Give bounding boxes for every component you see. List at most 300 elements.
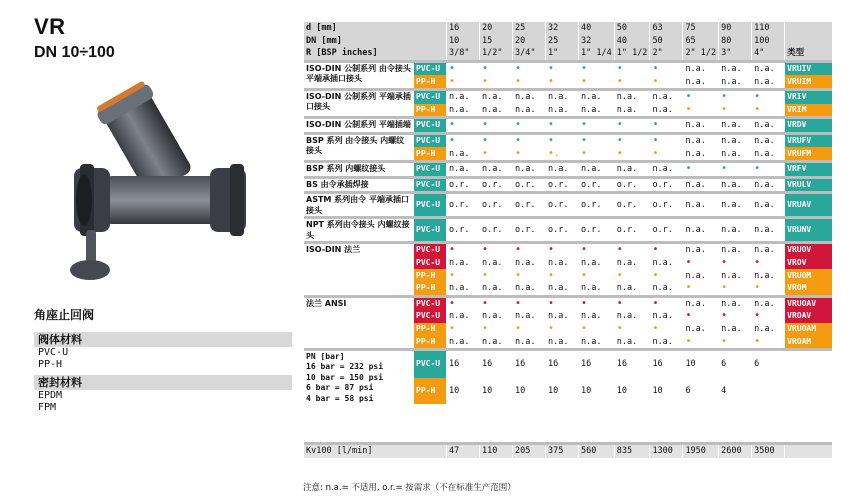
availability-cell: n.a. <box>579 282 615 295</box>
availability-cell: o.r. <box>513 219 546 241</box>
header-cell: 20 <box>480 22 513 35</box>
availability-cell: n.a. <box>546 104 579 117</box>
kv-row <box>304 445 832 458</box>
availability-dot: • <box>546 298 579 311</box>
availability-cell: n.a. <box>614 163 650 176</box>
header-type-label: 类型 <box>785 47 832 60</box>
pressure-cell <box>752 378 785 405</box>
availability-dot: • <box>579 323 615 336</box>
availability-dot: •. <box>546 147 579 160</box>
availability-dot: • <box>447 298 480 311</box>
availability-dot: • <box>513 323 546 336</box>
availability-cell: o.r. <box>447 179 480 192</box>
seal-material-item: FPM <box>38 402 57 413</box>
pressure-label-line: 6 bar = 87 psi <box>306 383 374 393</box>
spec-row <box>304 219 832 241</box>
availability-dot: • <box>614 63 650 76</box>
availability-cell: n.a. <box>447 147 480 160</box>
material-badge: PVC-U <box>414 351 447 378</box>
availability-cell: n.a. <box>650 163 683 176</box>
availability-cell: n.a. <box>719 147 752 160</box>
material-badge: PP-H <box>414 269 447 282</box>
pressure-cell: 16 <box>546 351 579 378</box>
availability-cell: n.a. <box>447 104 480 117</box>
material-badge: PVC-U <box>414 310 447 323</box>
availability-cell: n.a. <box>683 269 719 282</box>
availability-cell: o.r. <box>614 194 650 216</box>
pressure-cell: 16 <box>513 351 546 378</box>
header-cell: 3/8" <box>447 47 480 60</box>
availability-dot: • <box>650 269 683 282</box>
availability-dot: • <box>447 269 480 282</box>
spec-row <box>304 163 832 176</box>
material-badge: PVC-U <box>414 179 447 192</box>
header-cell: 15 <box>480 35 513 48</box>
header-row <box>304 35 832 48</box>
availability-cell: n.a. <box>513 163 546 176</box>
availability-dot: • <box>614 147 650 160</box>
product-code: VRFV <box>785 163 832 176</box>
availability-dot: • <box>614 75 650 88</box>
product-code: VRUOV <box>785 244 832 257</box>
availability-cell: n.a. <box>447 310 480 323</box>
availability-dot: • <box>719 282 752 295</box>
availability-cell: n.a. <box>719 75 752 88</box>
material-badge: PVC-U <box>414 91 447 104</box>
availability-dot: • <box>513 147 546 160</box>
availability-cell: n.a. <box>719 269 752 282</box>
product-code: VRDV <box>785 119 832 132</box>
availability-cell: n.a. <box>752 244 785 257</box>
availability-cell: n.a. <box>650 282 683 295</box>
availability-dot: • <box>614 119 650 132</box>
spec-row <box>304 119 832 132</box>
availability-cell: n.a. <box>546 257 579 270</box>
header-cell: 100 <box>752 35 785 48</box>
availability-cell: n.a. <box>683 119 719 132</box>
product-code: VROAV <box>785 310 832 323</box>
pressure-label-line: PN [bar] <box>306 351 345 361</box>
material-badge: PVC-U <box>414 298 447 311</box>
pressure-cell: 10 <box>546 378 579 405</box>
pressure-cell: 10 <box>579 378 615 405</box>
kv-cell: 375 <box>546 445 579 458</box>
header-cell: 50 <box>614 22 650 35</box>
availability-cell: o.r. <box>513 179 546 192</box>
availability-cell: n.a. <box>579 163 615 176</box>
availability-cell: n.a. <box>683 298 719 311</box>
product-code: VRUIV <box>785 63 832 76</box>
availability-cell: n.a. <box>752 119 785 132</box>
availability-cell: n.a. <box>614 282 650 295</box>
availability-dot: • <box>513 75 546 88</box>
seal-material-section <box>34 375 292 414</box>
availability-cell: o.r. <box>579 219 615 241</box>
product-code: VRUFV <box>785 135 832 148</box>
body-material-section <box>34 332 292 371</box>
availability-dot: • <box>683 91 719 104</box>
availability-dot: • <box>650 135 683 148</box>
availability-cell: n.a. <box>683 323 719 336</box>
availability-dot: • <box>480 269 513 282</box>
empty-cell <box>785 445 832 458</box>
header-cell: 20 <box>513 35 546 48</box>
availability-cell: o.r. <box>480 219 513 241</box>
kv-cell: 1950 <box>683 445 719 458</box>
availability-dot: • <box>546 135 579 148</box>
availability-cell: n.a. <box>719 244 752 257</box>
header-type-label <box>785 35 832 48</box>
connection-description: ISO-DIN 公制系列 由令接头 平端承插口接头 <box>304 63 414 88</box>
pressure-cell: 4 <box>719 378 752 405</box>
material-badge: PVC-U <box>414 163 447 176</box>
pressure-cell: 16 <box>480 351 513 378</box>
availability-dot: • <box>614 323 650 336</box>
availability-cell: o.r. <box>447 194 480 216</box>
header-cell: 65 <box>683 35 719 48</box>
availability-dot: • <box>650 323 683 336</box>
availability-dot: • <box>579 244 615 257</box>
material-badge: PP-H <box>414 335 447 348</box>
availability-dot: • <box>579 298 615 311</box>
availability-cell: n.a. <box>513 257 546 270</box>
availability-cell: n.a. <box>447 257 480 270</box>
availability-cell: n.a. <box>480 104 513 117</box>
availability-cell: n.a. <box>752 269 785 282</box>
availability-dot: • <box>480 298 513 311</box>
availability-cell: n.a. <box>546 163 579 176</box>
product-name: 角座止回阀 <box>34 308 95 322</box>
spec-row <box>304 179 832 192</box>
header-row <box>304 22 832 35</box>
availability-dot: • <box>752 257 785 270</box>
availability-cell: n.a. <box>719 219 752 241</box>
material-badge: PVC-U <box>414 244 447 257</box>
connection-description: ISO-DIN 法兰 <box>304 244 414 294</box>
availability-dot: • <box>513 269 546 282</box>
spec-row <box>304 298 832 311</box>
availability-dot: • <box>614 298 650 311</box>
material-badge: PP-H <box>414 323 447 336</box>
availability-cell: n.a. <box>719 323 752 336</box>
availability-cell: n.a. <box>683 63 719 76</box>
availability-dot: • <box>752 310 785 323</box>
availability-cell: n.a. <box>650 104 683 117</box>
header-cell: 80 <box>719 35 752 48</box>
availability-cell: n.a. <box>719 179 752 192</box>
pressure-cell: 10 <box>650 378 683 405</box>
availability-dot: • <box>650 147 683 160</box>
connection-description: ISO-DIN 公制系列 平端插端 <box>304 119 414 132</box>
pressure-label-line: 10 bar = 150 psi <box>306 372 384 382</box>
availability-dot: • <box>447 75 480 88</box>
header-cell: 40 <box>579 22 615 35</box>
product-code: VROAM <box>785 335 832 348</box>
header-label: DN [mm] <box>304 35 447 48</box>
availability-cell: n.a. <box>719 194 752 216</box>
availability-dot: • <box>683 335 719 348</box>
material-badge: PVC-U <box>414 219 447 241</box>
spec-row <box>304 91 832 104</box>
availability-cell: o.r. <box>650 179 683 192</box>
availability-dot: • <box>447 323 480 336</box>
availability-dot: • <box>719 104 752 117</box>
material-badge: PP-H <box>414 104 447 117</box>
availability-cell: n.a. <box>480 257 513 270</box>
header-cell: 50 <box>650 35 683 48</box>
availability-dot: • <box>579 119 615 132</box>
availability-cell: n.a. <box>447 163 480 176</box>
connection-description: BSP 系列 内螺纹接头 <box>304 163 414 176</box>
spec-row <box>304 244 832 257</box>
pressure-cell: 6 <box>683 378 719 405</box>
availability-cell: o.r. <box>650 219 683 241</box>
availability-cell: o.r. <box>614 179 650 192</box>
connection-description: 法兰 ANSI <box>304 298 414 348</box>
header-label: R [BSP inches] <box>304 47 447 60</box>
empty-cell <box>785 378 832 405</box>
availability-cell: o.r. <box>447 219 480 241</box>
pressure-cell: 10 <box>614 378 650 405</box>
availability-dot: • <box>447 244 480 257</box>
availability-cell: n.a. <box>546 91 579 104</box>
availability-cell: n.a. <box>546 282 579 295</box>
header-cell: 2" 1/2 <box>683 47 719 60</box>
pressure-label <box>304 351 414 405</box>
availability-dot: • <box>513 119 546 132</box>
availability-cell: n.a. <box>683 135 719 148</box>
connection-description: BSP 系列 由令接头 内螺纹接头 <box>304 135 414 160</box>
availability-dot: • <box>683 310 719 323</box>
availability-cell: n.a. <box>752 219 785 241</box>
material-badge: PP-H <box>414 147 447 160</box>
availability-cell: n.a. <box>752 135 785 148</box>
pressure-cell: 10 <box>480 378 513 405</box>
availability-dot: • <box>752 104 785 117</box>
availability-cell: n.a. <box>683 219 719 241</box>
availability-dot: • <box>752 335 785 348</box>
header-cell: 1/2" <box>480 47 513 60</box>
availability-dot: • <box>683 104 719 117</box>
pressure-cell: 16 <box>447 351 480 378</box>
availability-dot: • <box>683 163 719 176</box>
header-cell: 32 <box>546 22 579 35</box>
availability-dot: • <box>614 244 650 257</box>
product-code: VRUOAM <box>785 323 832 336</box>
availability-cell: o.r. <box>614 219 650 241</box>
availability-cell: o.r. <box>480 194 513 216</box>
product-code: VRUOM <box>785 269 832 282</box>
empty-cell <box>785 351 832 378</box>
kv-cell: 560 <box>579 445 615 458</box>
availability-dot: • <box>579 135 615 148</box>
availability-cell: n.a. <box>513 104 546 117</box>
material-badge: PVC-U <box>414 119 447 132</box>
header-cell: 16 <box>447 22 480 35</box>
availability-dot: • <box>480 119 513 132</box>
kv-cell: 2600 <box>719 445 752 458</box>
availability-dot: • <box>546 63 579 76</box>
pressure-label-line: 4 bar = 58 psi <box>306 393 374 403</box>
kv-cell: 47 <box>447 445 480 458</box>
availability-dot: • <box>480 244 513 257</box>
availability-cell: n.a. <box>650 310 683 323</box>
header-cell: 25 <box>513 22 546 35</box>
header-cell: 63 <box>650 22 683 35</box>
product-code: VRUFM <box>785 147 832 160</box>
availability-dot: • <box>513 135 546 148</box>
body-material-heading: 阀体材料 <box>34 332 292 347</box>
product-code: VRIV <box>785 91 832 104</box>
availability-cell: n.a. <box>683 179 719 192</box>
availability-cell: n.a. <box>480 335 513 348</box>
availability-cell: n.a. <box>752 75 785 88</box>
availability-cell: n.a. <box>579 104 615 117</box>
availability-cell: n.a. <box>683 147 719 160</box>
availability-dot: • <box>513 244 546 257</box>
valve-image <box>60 80 260 290</box>
product-size-range: DN 10÷100 <box>34 44 115 61</box>
availability-dot: • <box>683 257 719 270</box>
availability-dot: • <box>752 282 785 295</box>
availability-cell: n.a. <box>480 91 513 104</box>
product-code: VRUAV <box>785 194 832 216</box>
pressure-label-line: 16 bar = 232 psi <box>306 362 384 372</box>
product-code: VRIM <box>785 104 832 117</box>
material-badge: PVC-U <box>414 257 447 270</box>
availability-dot: • <box>579 63 615 76</box>
availability-dot: • <box>719 163 752 176</box>
spec-row <box>304 194 832 216</box>
header-cell: 75 <box>683 22 719 35</box>
header-cell: 110 <box>752 22 785 35</box>
availability-cell: n.a. <box>513 282 546 295</box>
product-code: VROV <box>785 257 832 270</box>
availability-cell: n.a. <box>447 91 480 104</box>
availability-cell: o.r. <box>480 179 513 192</box>
availability-dot: • <box>752 91 785 104</box>
body-material-item: PVC-U <box>38 347 69 358</box>
availability-cell: n.a. <box>513 335 546 348</box>
kv-cell: 835 <box>614 445 650 458</box>
availability-cell: n.a. <box>579 335 615 348</box>
availability-dot: • <box>447 63 480 76</box>
availability-cell: n.a. <box>513 310 546 323</box>
connection-description: NPT 系列由令接头 内螺纹接头 <box>304 219 414 241</box>
pressure-cell: 6 <box>752 351 785 378</box>
availability-dot: • <box>480 75 513 88</box>
availability-cell: o.r. <box>546 219 579 241</box>
availability-dot: • <box>719 335 752 348</box>
footnote: 注意: n.a.= 不适用, o.r.= 按需求（不在标准生产范围） <box>303 483 516 493</box>
availability-dot: • <box>579 269 615 282</box>
availability-dot: • <box>546 269 579 282</box>
availability-cell: n.a. <box>614 91 650 104</box>
header-cell: 3" <box>719 47 752 60</box>
availability-dot: • <box>719 91 752 104</box>
header-cell: 1" 1/2 <box>614 47 650 60</box>
product-code: VROM <box>785 282 832 295</box>
spacer-cell <box>304 430 832 443</box>
kv-cell: 1300 <box>650 445 683 458</box>
availability-dot: • <box>480 323 513 336</box>
availability-dot: • <box>650 119 683 132</box>
pressure-cell: 10 <box>683 351 719 378</box>
availability-cell: n.a. <box>480 282 513 295</box>
availability-cell: n.a. <box>752 179 785 192</box>
kv-cell: 3500 <box>752 445 785 458</box>
availability-dot: • <box>650 244 683 257</box>
availability-cell: n.a. <box>752 194 785 216</box>
kv-cell: 205 <box>513 445 546 458</box>
header-cell: 3/4" <box>513 47 546 60</box>
spec-row <box>304 63 832 76</box>
availability-cell: n.a. <box>719 298 752 311</box>
availability-dot: • <box>546 75 579 88</box>
seal-material-item: EPDM <box>38 390 63 401</box>
seal-material-heading: 密封材料 <box>34 375 292 390</box>
material-badge: PP-H <box>414 75 447 88</box>
availability-cell: o.r. <box>650 194 683 216</box>
availability-cell: n.a. <box>447 335 480 348</box>
availability-dot: • <box>480 63 513 76</box>
availability-cell: n.a. <box>447 282 480 295</box>
header-cell: 25 <box>546 35 579 48</box>
availability-cell: n.a. <box>480 163 513 176</box>
kv-label: Kv100 [l/min] <box>304 445 447 458</box>
product-code: VRUOAV <box>785 298 832 311</box>
spacer-row <box>304 430 832 443</box>
header-cell: 1" <box>546 47 579 60</box>
header-type-label <box>785 22 832 35</box>
header-cell: 90 <box>719 22 752 35</box>
availability-cell: n.a. <box>683 244 719 257</box>
availability-cell: o.r. <box>546 194 579 216</box>
availability-cell: n.a. <box>683 194 719 216</box>
availability-dot: • <box>752 163 785 176</box>
availability-cell: n.a. <box>752 147 785 160</box>
material-badge: PVC-U <box>414 194 447 216</box>
availability-cell: n.a. <box>513 91 546 104</box>
availability-cell: n.a. <box>480 310 513 323</box>
material-badge: PVC-U <box>414 135 447 148</box>
availability-dot: • <box>546 323 579 336</box>
availability-cell: n.a. <box>683 75 719 88</box>
spacer-cell <box>304 404 832 417</box>
header-row <box>304 47 832 60</box>
availability-cell: o.r. <box>579 179 615 192</box>
availability-dot: • <box>579 75 615 88</box>
header-label: d [mm] <box>304 22 447 35</box>
availability-cell: n.a. <box>579 257 615 270</box>
pressure-cell: 16 <box>579 351 615 378</box>
availability-dot: • <box>650 75 683 88</box>
availability-cell: n.a. <box>579 310 615 323</box>
connection-description: BS 由令承插焊接 <box>304 179 414 192</box>
availability-cell: n.a. <box>650 335 683 348</box>
availability-dot: • <box>683 282 719 295</box>
availability-dot: • <box>447 135 480 148</box>
availability-dot: • <box>719 310 752 323</box>
availability-dot: • <box>650 298 683 311</box>
availability-dot: • <box>513 63 546 76</box>
kv-cell: 110 <box>480 445 513 458</box>
availability-dot: • <box>480 147 513 160</box>
spacer-row <box>304 417 832 430</box>
connection-description: ASTM 系列由令 平端承插口接头 <box>304 194 414 216</box>
body-material-item: PP-H <box>38 359 63 370</box>
availability-cell: o.r. <box>579 194 615 216</box>
